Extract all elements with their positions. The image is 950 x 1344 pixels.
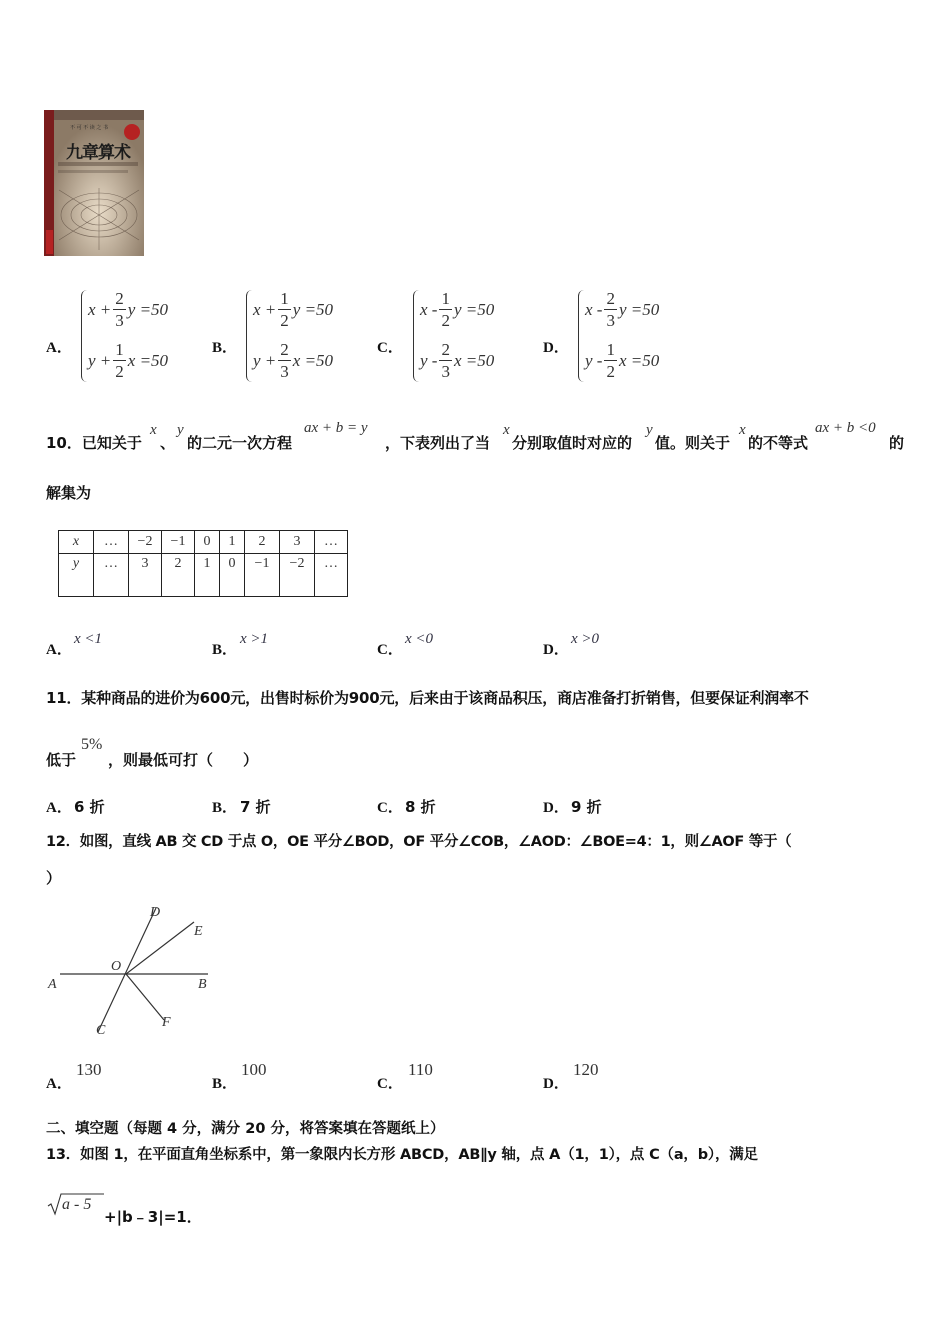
q10-option-a-value: x <1 <box>74 631 103 647</box>
q10-var-x: x <box>150 422 157 438</box>
table-cell: 0 <box>195 531 220 554</box>
table-cell: 2 <box>162 554 195 597</box>
eq-rhs: y =50 <box>292 299 334 319</box>
denominator: 2 <box>441 311 450 330</box>
q10-option-b-value: x >1 <box>240 631 269 647</box>
q12-line1: 12．如图，直线 AB 交 CD 于点 O，OE 平分∠BOD，OF 平分∠COB，∠AOD：∠BOE=4：1，则∠AOF 等于（ <box>46 834 792 850</box>
numerator: 2 <box>441 340 450 359</box>
eq-rhs: x =50 <box>127 350 169 370</box>
q12-option-a-value: 130 <box>76 1060 102 1079</box>
q11-option-b-value: 7 折 <box>240 798 271 816</box>
q12-option-a-label[interactable]: A． <box>46 1076 72 1092</box>
eq-rhs: y =50 <box>453 299 495 319</box>
table-cell: −1 <box>162 531 195 554</box>
q12-option-b-label[interactable]: B． <box>212 1076 238 1092</box>
book-title: 九章算术 <box>66 143 130 163</box>
q10-option-d-label[interactable]: D． <box>543 642 569 658</box>
table-cell: 1 <box>195 554 220 597</box>
q10-text-5: 分别取值时对应的 <box>512 434 633 452</box>
eq-rhs: x =50 <box>453 350 495 370</box>
q10-text-6: 值。则关于 <box>655 434 731 452</box>
book-cover <box>44 110 146 256</box>
denominator: 3 <box>606 311 615 330</box>
numerator: 2 <box>606 289 615 308</box>
eq-lhs: x - <box>585 299 603 319</box>
q11-option-d-value: 9 折 <box>571 798 602 816</box>
table-cell: 3 <box>129 554 162 597</box>
numerator: 1 <box>115 340 124 359</box>
numerator: 2 <box>115 289 124 308</box>
eq-lhs: y - <box>420 350 438 370</box>
book-top-text: 不 可 不 读 之 书 <box>70 125 108 131</box>
label-o: O <box>111 959 122 974</box>
q11-option-a-value: 6 折 <box>74 798 105 816</box>
denominator: 3 <box>441 362 450 381</box>
table-row-x <box>59 531 348 554</box>
denominator: 3 <box>115 311 124 330</box>
eq-lhs: x + <box>88 299 112 319</box>
table-cell: … <box>94 531 129 554</box>
table-cell: 2 <box>245 531 280 554</box>
denominator: 2 <box>115 362 124 381</box>
q12-geometry-figure <box>44 902 224 1042</box>
label-f: F <box>162 1015 171 1030</box>
table-cell: −2 <box>280 554 315 597</box>
q9-option-a-eq1 <box>88 290 168 329</box>
q10-option-c-value: x <0 <box>405 631 434 647</box>
table-row-y <box>59 554 348 597</box>
q10-option-b-label[interactable]: B． <box>212 642 238 658</box>
q13-sqrt-radicand: a - 5 <box>62 1196 92 1213</box>
eq-lhs: x + <box>253 299 277 319</box>
numerator: 1 <box>280 289 289 308</box>
table-cell: … <box>315 531 348 554</box>
q11-option-b-label[interactable]: B． <box>212 800 238 816</box>
q12-option-c-value: 110 <box>408 1060 433 1079</box>
label-e: E <box>194 924 203 939</box>
fraction <box>604 341 617 380</box>
fraction <box>113 290 126 329</box>
line-cd <box>98 908 156 1032</box>
q9-option-b-label[interactable]: B． <box>212 340 238 356</box>
q12-line2: ） <box>46 869 62 887</box>
table-cell <box>59 531 94 554</box>
cell-text: x <box>72 534 80 549</box>
table-cell: 0 <box>220 554 245 597</box>
q9-option-a-eq2 <box>88 341 168 380</box>
q11-percent: 5% <box>81 736 103 753</box>
label-b: B <box>198 977 207 992</box>
section-2-title: 二、填空题（每题 4 分，满分 20 分，将答案填在答题纸上） <box>46 1121 445 1137</box>
eq-rhs: y =50 <box>618 299 660 319</box>
q10-option-d-value: x >0 <box>571 631 600 647</box>
book-cover-art <box>44 110 146 256</box>
q11-line2a: 低于 <box>46 751 77 769</box>
table-cell: −2 <box>129 531 162 554</box>
q11-option-a-label[interactable]: A． <box>46 800 72 816</box>
ray-oe <box>126 922 194 974</box>
label-d: D <box>150 905 161 920</box>
q11-line1: 11．某种商品的进价为600元，出售时标价为900元，后来由于该商品积压，商店准备打折销售，但要保证利润率不 <box>46 689 809 707</box>
q10-text-8: 的 <box>889 434 905 452</box>
fraction <box>439 341 452 380</box>
q10-var-y2: y <box>646 422 653 438</box>
denominator: 2 <box>606 362 615 381</box>
q9-option-a-label[interactable]: A． <box>46 340 72 356</box>
q11-option-c-value: 8 折 <box>405 798 436 816</box>
q10-text-1: 10．已知关于 <box>46 434 142 452</box>
q13-line1: 13．如图 1，在平面直角坐标系中，第一象限内长方形 ABCD，AB∥y 轴，点 A（1，1），点 C（a，b），满足 <box>46 1147 758 1163</box>
q9-option-c-eq1 <box>420 290 494 329</box>
q10-inequality: ax + b <0 <box>815 420 876 436</box>
q11-option-d-label[interactable]: D． <box>543 800 569 816</box>
fraction <box>439 290 452 329</box>
q12-option-d-value: 120 <box>573 1060 599 1079</box>
label-a: A <box>48 977 57 992</box>
table-cell: 3 <box>280 531 315 554</box>
eq-lhs: y + <box>88 350 112 370</box>
q10-text-2: 、 <box>160 434 176 452</box>
table-cell: −1 <box>245 554 280 597</box>
q10-var-x3: x <box>739 422 746 438</box>
denominator: 3 <box>280 362 289 381</box>
q10-option-a-label[interactable]: A． <box>46 642 72 658</box>
q10-var-x2: x <box>503 422 510 438</box>
q12-option-d-label[interactable]: D． <box>543 1076 569 1092</box>
q10-option-c-label[interactable]: C． <box>377 642 403 658</box>
q9-option-d-eq2 <box>585 341 659 380</box>
q9-option-d-label[interactable]: D． <box>543 340 569 356</box>
table-cell: … <box>315 554 348 597</box>
eq-rhs: x =50 <box>292 350 334 370</box>
q9-option-b-eq1 <box>253 290 333 329</box>
eq-lhs: x - <box>420 299 438 319</box>
q10-text-7: 的不等式 <box>748 434 809 452</box>
q11-option-c-label[interactable]: C． <box>377 800 403 816</box>
table-cell <box>59 554 94 597</box>
fraction <box>604 290 617 329</box>
q10-text-4: ，下表列出了当 <box>385 434 491 452</box>
q9-option-c-label[interactable]: C． <box>377 340 403 356</box>
eq-rhs: x =50 <box>618 350 660 370</box>
numerator: 1 <box>606 340 615 359</box>
q9-option-d-eq1 <box>585 290 659 329</box>
q10-equation: ax + b = y <box>304 420 368 436</box>
q10-value-table <box>58 530 348 597</box>
q11-line2b: ，则最低可打（ ） <box>108 751 259 769</box>
table-cell: … <box>94 554 129 597</box>
q10-var-y: y <box>177 422 184 438</box>
table-cell: 1 <box>220 531 245 554</box>
q12-option-c-label[interactable]: C． <box>377 1076 403 1092</box>
denominator: 2 <box>280 311 289 330</box>
numerator: 1 <box>441 289 450 308</box>
eq-rhs: y =50 <box>127 299 169 319</box>
label-c: C <box>96 1023 106 1038</box>
eq-lhs: y + <box>253 350 277 370</box>
q9-option-b-eq2 <box>253 341 333 380</box>
q10-text-3: 的二元一次方程 <box>187 434 293 452</box>
eq-lhs: y - <box>585 350 603 370</box>
q13-tail: +|b﹣3|=1． <box>104 1208 202 1226</box>
q10-line2: 解集为 <box>46 484 92 502</box>
ray-of <box>126 974 164 1020</box>
q9-option-c-eq2 <box>420 341 494 380</box>
fraction <box>113 341 126 380</box>
fraction <box>278 290 291 329</box>
cell-text: y <box>72 556 80 571</box>
q12-option-b-value: 100 <box>241 1060 267 1079</box>
fraction <box>278 341 291 380</box>
numerator: 2 <box>280 340 289 359</box>
